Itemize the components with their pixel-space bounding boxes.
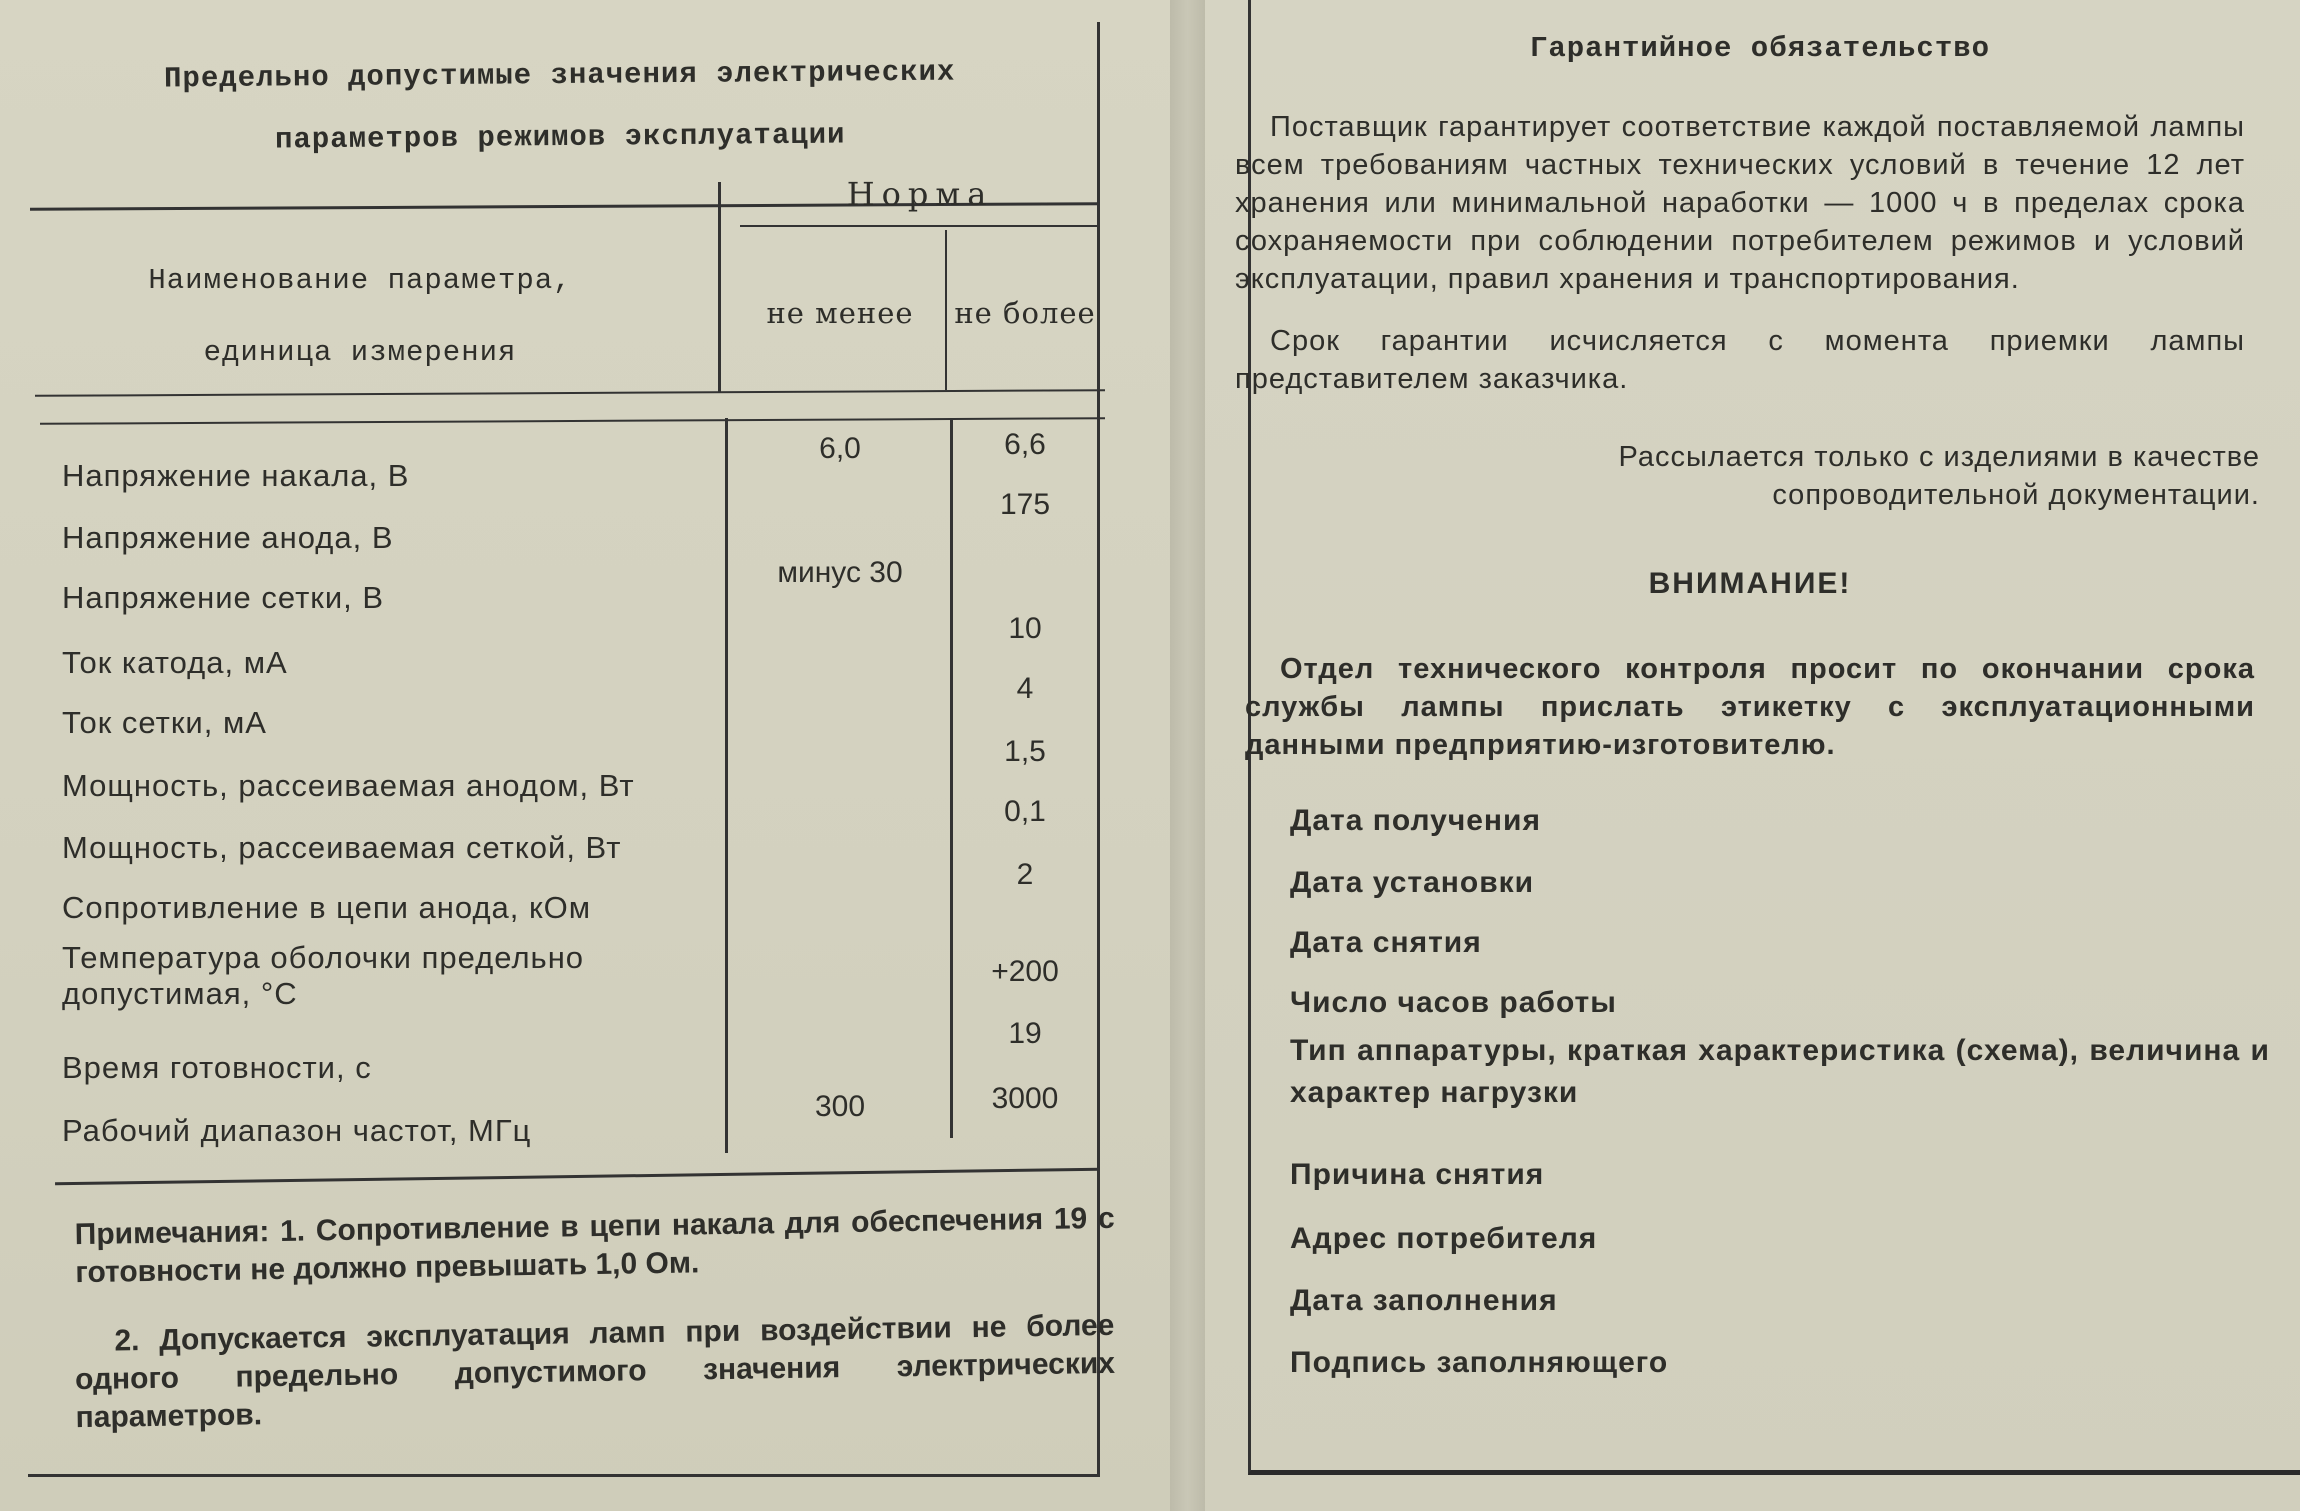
note-2: 2. Допускается эксплуатация ламп при воздействии не более одного предельно допустимого значения электрических параметров.: [74, 1308, 1116, 1435]
header-min: не менее: [766, 296, 914, 330]
table-row-name: Мощность, рассеиваемая сеткой, Вт: [62, 830, 622, 865]
col-divider-1-body: [725, 418, 728, 1153]
col-divider-2-header: [945, 230, 947, 390]
table-row-min: минус 30: [777, 556, 903, 589]
table-row-min: 6,0: [819, 432, 861, 465]
form-field-removal-reason: Причина снятия: [1290, 1158, 1545, 1191]
guarantee-title: Гарантийное обязательство: [1529, 32, 1991, 65]
table-row-max: 19: [1008, 1017, 1042, 1050]
table-row-max: 1,5: [1004, 735, 1046, 768]
form-field-received-date: Дата получения: [1290, 804, 1541, 837]
table-row-name: Рабочий диапазон частот, МГц: [62, 1113, 532, 1148]
table-row-max: 3000: [991, 1082, 1059, 1115]
table-row-name: Мощность, рассеиваемая анодом, Вт: [62, 768, 635, 803]
table-row-name: Время готовности, с: [62, 1050, 372, 1085]
table-row-name: Напряжение сетки, В: [62, 580, 385, 615]
table-row-name: Напряжение накала, В: [62, 458, 410, 493]
form-field-signature: Подпись заполняющего: [1290, 1346, 1669, 1379]
shipped-note: Рассылается только с изделиями в качестве сопроводительной документации.: [1618, 441, 2260, 511]
limits-title: Предельно допустимые значения электрических параметров режимов эксплуатации: [163, 55, 956, 157]
header-max: не более: [954, 296, 1096, 330]
col-divider-1-header: [718, 182, 721, 392]
table-row-max: 2: [1016, 858, 1034, 891]
form-field-fill-date: Дата заполнения: [1290, 1284, 1558, 1317]
table-row-name: Напряжение анода, В: [62, 520, 394, 555]
table-row-max: 4: [1016, 672, 1034, 705]
form-field-address: Адрес потребителя: [1290, 1222, 1598, 1255]
table-row-max: 10: [1008, 612, 1042, 645]
guarantee-paragraph: Поставщик гарантирует соответствие каждой поставляемой лампы всем требованиям частных технических условий в течение 12 лет хранения или минимальной наработки — 1000 ч в пределах срока сохраняемости при соблюдении потребителем режимов и условий эксплуатации, правил хранения и транспортирования.: [1235, 111, 2245, 295]
form-field-hours: Число часов работы: [1290, 986, 1617, 1019]
page-gutter: [1170, 0, 1205, 1511]
note-1: Примечания: 1. Сопротивление в цепи накала для обеспечения 19 с готовности не должно превышать 1,0 Ом.: [74, 1201, 1115, 1290]
norma-rule: [740, 225, 1100, 227]
col-divider-2-body: [950, 418, 953, 1138]
form-field-removal-date: Дата снятия: [1290, 926, 1482, 959]
table-row-max: 175: [999, 488, 1051, 521]
attention-title: ВНИМАНИЕ!: [1648, 567, 1852, 600]
table-row-name: Температура оболочки предельно допустимая, °C: [62, 940, 585, 1011]
form-field-install-date: Дата установки: [1290, 866, 1535, 899]
header-param-name: Наименование параметра, единица измерения: [148, 264, 572, 369]
table-row-name: Ток катода, мА: [62, 645, 288, 680]
table-row-name: Ток сетки, мА: [62, 705, 267, 740]
table-row-min: 300: [814, 1090, 866, 1123]
table-row-max: 0,1: [1004, 795, 1046, 828]
attention-paragraph: Отдел технического контроля просит по окончании срока службы лампы прислать этикетку с эксплуатационными данными предприятию-изготовителю.: [1245, 653, 2255, 761]
table-row-max: 6,6: [1004, 428, 1046, 461]
header-norma: Норма: [846, 175, 994, 213]
guarantee-period-paragraph: Срок гарантии исчисляется с момента приемки лампы представителем заказчика.: [1235, 325, 2245, 395]
table-row-max: +200: [991, 955, 1059, 988]
form-field-equipment-type: Тип аппаратуры, краткая характеристика (схема), величина и характер нагрузки: [1290, 1034, 2270, 1109]
table-row-name: Сопротивление в цепи анода, кОм: [62, 890, 592, 925]
